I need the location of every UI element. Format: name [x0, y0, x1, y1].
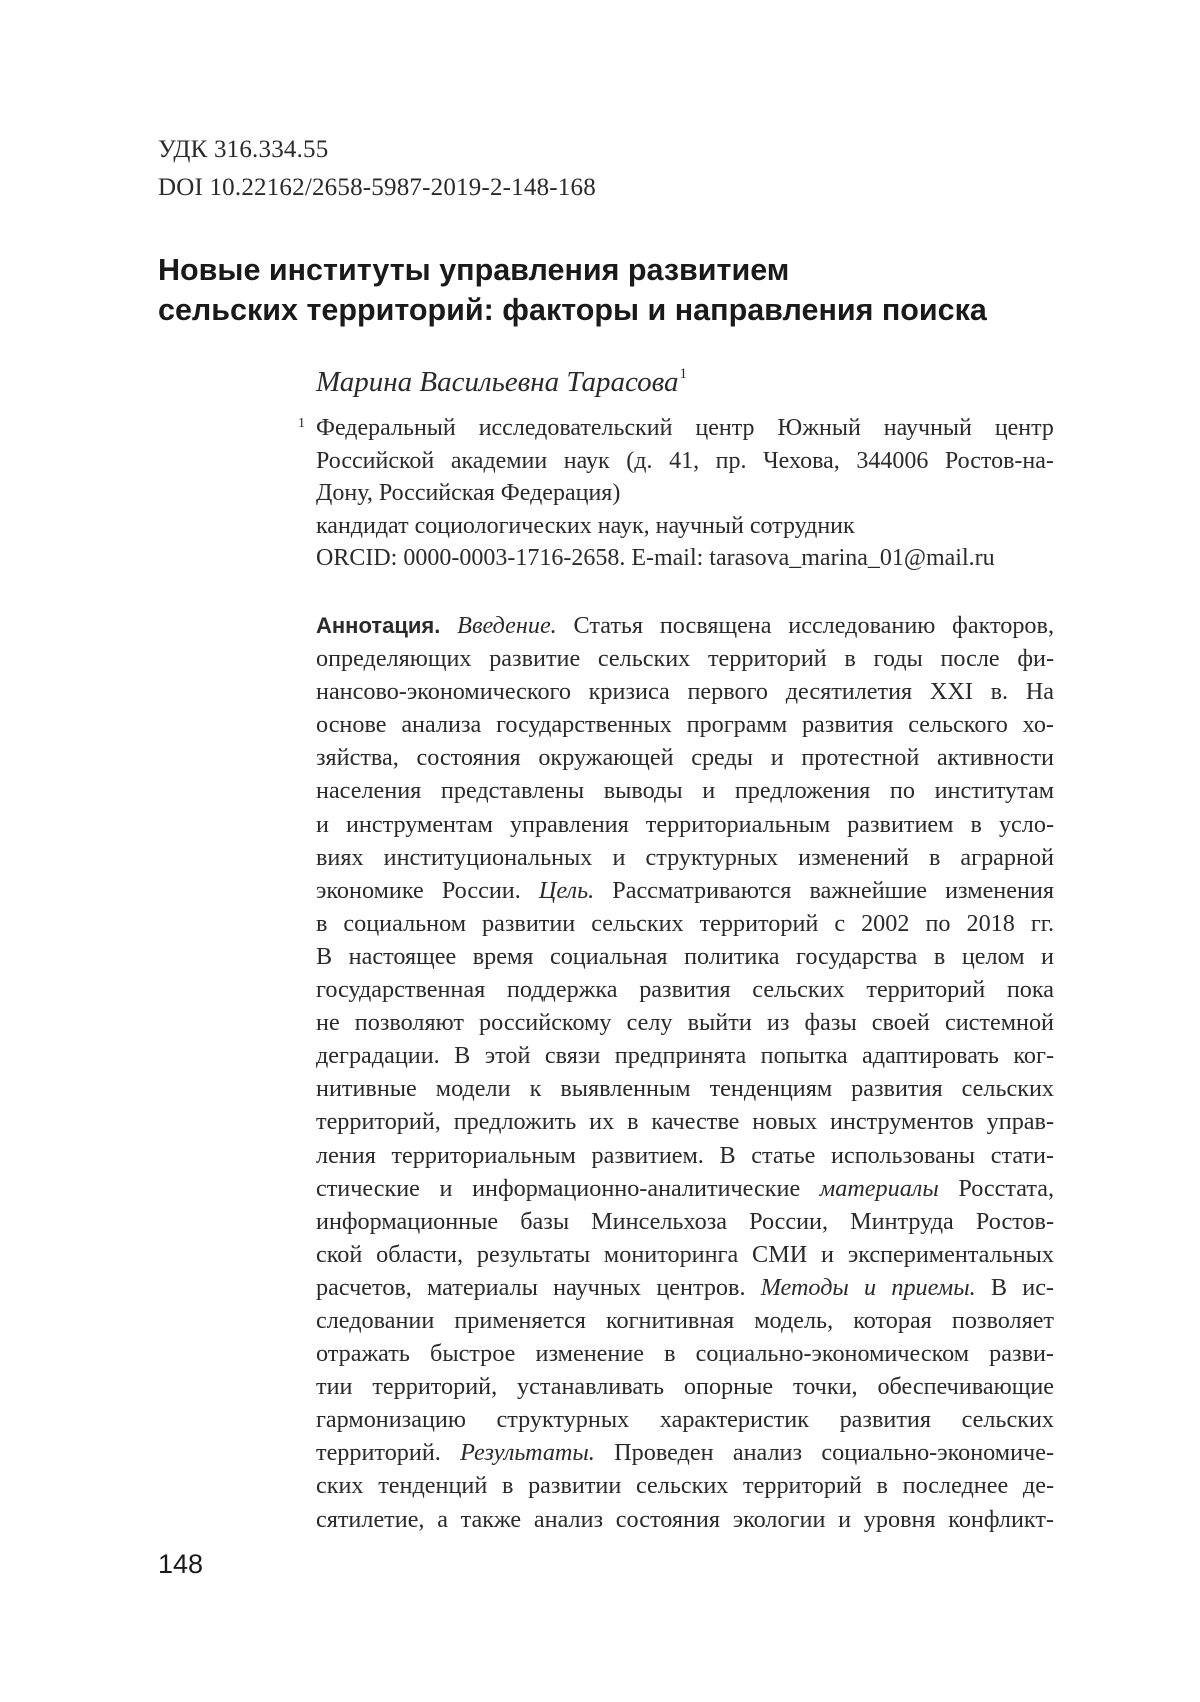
article-title [158, 250, 1058, 330]
affiliation-mark: 1 [298, 408, 305, 441]
doi-identifier: DOI 10.22162/2658-5987-2019-2-148-168 [158, 174, 596, 202]
abstract-line: и инструментам управления территориальным развитием в усло- [316, 808, 1054, 841]
abstract [316, 609, 1054, 1536]
abstract-line: В настоящее время социальная политика государства в целом и [316, 940, 1054, 973]
author-degree: кандидат социологических наук, научный сотрудник [316, 510, 1054, 543]
abstract-line: гармонизацию структурных характеристик развития сельских [316, 1403, 1054, 1436]
affiliation-line-2: Российской академии наук (д. 41, пр. Чехова, 344006 Ростов-на- [316, 445, 1054, 478]
author-name [316, 366, 687, 399]
abstract-line: ских тенденций в развитии сельских территорий в последнее де- [316, 1469, 1054, 1502]
affiliation-line-3: Дону, Российская Федерация) [316, 477, 1054, 510]
abstract-line: информационные базы Минсельхоза России, Минтруда Ростов- [316, 1205, 1054, 1238]
abstract-line: в социальном развитии сельских территорий с 2002 по 2018 гг. [316, 907, 1054, 940]
abstract-line: отражать быстрое изменение в социально-экономическом разви- [316, 1337, 1054, 1370]
abstract-line: нансово-экономического кризиса первого десятилетия XXI в. На [316, 675, 1054, 708]
abstract-line: не позволяют российскому селу выйти из фазы своей системной [316, 1006, 1054, 1039]
abstract-line: зяйства, состояния окружающей среды и протестной активности [316, 741, 1054, 774]
abstract-line: следовании применяется когнитивная модель, которая позволяет [316, 1304, 1054, 1337]
author-name-text: Марина Васильевна Тарасова [316, 366, 679, 398]
page-number: 148 [158, 1549, 203, 1580]
abstract-line: стические и информационно-аналитические материалы Росстата, [316, 1172, 1054, 1205]
author-affiliation-mark: 1 [680, 366, 688, 382]
abstract-line: территорий, предложить их в качестве новых инструментов управ- [316, 1105, 1054, 1138]
abstract-line: ской области, результаты мониторинга СМИ и экспериментальных [316, 1238, 1054, 1271]
abstract-line: расчетов, материалы научных центров. Методы и приемы. В ис- [316, 1271, 1054, 1304]
affiliation-line-1: Федеральный исследовательский центр Южный научный центр [316, 412, 1054, 445]
abstract-line: сятилетие, а также анализ состояния экологии и уровня конфликт- [316, 1503, 1054, 1536]
abstract-line: населения представлены выводы и предложения по институтам [316, 774, 1054, 807]
abstract-line: деградации. В этой связи предпринята попытка адаптировать ког- [316, 1039, 1054, 1072]
abstract-line: государственная поддержка развития сельских территорий пока [316, 973, 1054, 1006]
abstract-line: экономике России. Цель. Рассматриваются важнейшие изменения [316, 874, 1054, 907]
abstract-line: тии территорий, устанавливать опорные точки, обеспечивающие [316, 1370, 1054, 1403]
abstract-line: территорий. Результаты. Проведен анализ социально-экономиче- [316, 1436, 1054, 1469]
article-title-line-1: Новые институты управления развитием [158, 250, 1058, 290]
abstract-label: Аннотация. [316, 613, 440, 638]
abstract-goal-label: Цель. [539, 877, 594, 904]
abstract-line: основе анализа государственных программ развития сельского хо- [316, 708, 1054, 741]
abstract-line: ления территориальным развитием. В статье использованы стати- [316, 1139, 1054, 1172]
document-page [0, 0, 1200, 1702]
udk-code: УДК 316.334.55 [158, 136, 328, 164]
abstract-line: нитивные модели к выявленным тенденциям развития сельских [316, 1072, 1054, 1105]
abstract-line: Аннотация. Введение. Статья посвящена исследованию факторов, [316, 609, 1054, 642]
abstract-results-label: Результаты. [460, 1439, 595, 1466]
abstract-intro-label: Введение. [457, 612, 557, 639]
article-title-line-2: сельских территорий: факторы и направления поиска [158, 290, 1058, 330]
abstract-line: виях институциональных и структурных изменений в аграрной [316, 841, 1054, 874]
abstract-line: определяющих развитие сельских территорий в годы после фи- [316, 642, 1054, 675]
abstract-materials-label: материалы [820, 1175, 939, 1202]
affiliation-block [316, 412, 1054, 575]
abstract-methods-label: Методы и приемы. [761, 1274, 976, 1301]
author-contacts: ORCID: 0000-0003-1716-2658. E-mail: tarasova_marina_01@mail.ru [316, 542, 1054, 575]
